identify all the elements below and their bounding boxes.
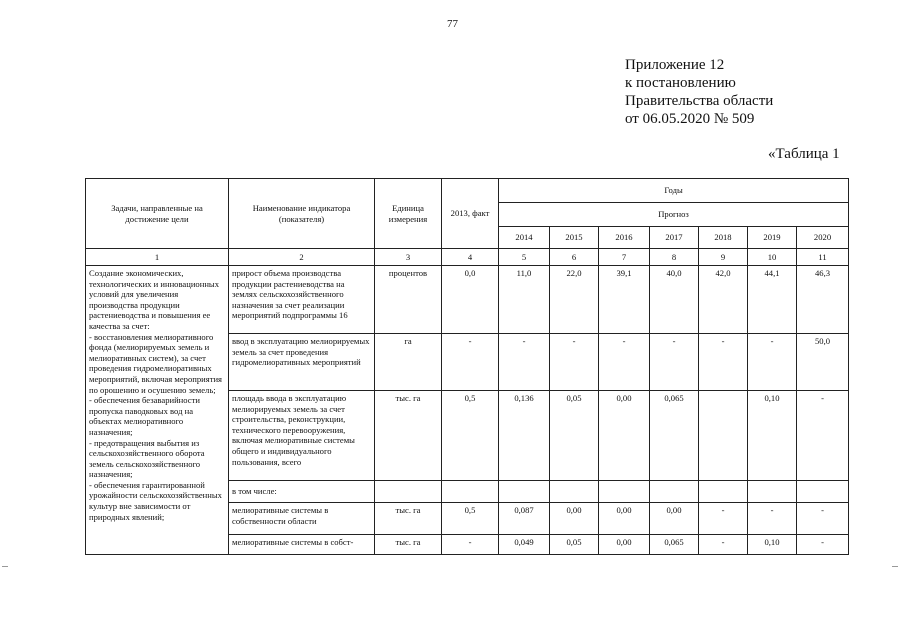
value-cell: 0,00 [550,503,599,535]
value-cell: 0,10 [748,391,797,481]
value-cell [550,481,599,503]
value-cell [499,481,550,503]
appendix-line-3: Правительства области [625,93,774,109]
column-number: 8 [650,249,699,266]
header-forecast: Прогноз [499,203,849,227]
unit-cell: тыс. га [375,535,442,555]
value-cell: 39,1 [599,266,650,334]
value-cell: - [797,391,849,481]
indicator-cell: мелиоративные системы в собственности области [229,503,375,535]
value-cell: 44,1 [748,266,797,334]
value-cell: - [797,503,849,535]
unit-cell [375,481,442,503]
year-cell: 2016 [599,227,650,249]
value-cell: - [599,334,650,391]
value-cell: 0,136 [499,391,550,481]
year-cell: 2020 [797,227,849,249]
appendix-block [625,56,773,128]
header-years: Годы [499,179,849,203]
indicator-table [85,178,849,555]
column-number: 2 [229,249,375,266]
value-cell [442,481,499,503]
unit-cell: тыс. га [375,503,442,535]
year-cell: 2019 [748,227,797,249]
value-cell: - [748,503,797,535]
value-cell: - [550,334,599,391]
unit-cell: га [375,334,442,391]
value-cell: - [499,334,550,391]
year-cell: 2014 [499,227,550,249]
value-cell [797,481,849,503]
value-cell: - [442,334,499,391]
scan-mark [2,566,8,567]
value-cell [699,481,748,503]
value-cell: 40,0 [650,266,699,334]
value-cell: 46,3 [797,266,849,334]
year-cell: 2017 [650,227,699,249]
value-cell: - [699,535,748,555]
value-cell: 0,5 [442,503,499,535]
appendix-line-1: Приложение 12 [625,57,725,73]
column-number: 6 [550,249,599,266]
value-cell: 0,00 [599,535,650,555]
value-cell: 11,0 [499,266,550,334]
value-cell: - [748,334,797,391]
value-cell: 0,00 [599,503,650,535]
table-row [86,266,849,334]
value-cell [699,391,748,481]
indicator-cell: в том числе: [229,481,375,503]
value-cell: 0,049 [499,535,550,555]
indicator-cell: ввод в эксплуатацию мелиорируемых земель за счет проведения гидромелиоративных мероприятий [229,334,375,391]
year-cell: 2015 [550,227,599,249]
column-number: 4 [442,249,499,266]
header-unit: Единица измерения [375,179,442,249]
value-cell: - [797,535,849,555]
header-tasks: Задачи, направленные на достижение цели [86,179,229,249]
value-cell [599,481,650,503]
value-cell [748,481,797,503]
table-title: «Таблица 1 [768,146,840,162]
value-cell: - [442,535,499,555]
value-cell: 22,0 [550,266,599,334]
value-cell [650,481,699,503]
value-cell: 42,0 [699,266,748,334]
value-cell: 0,10 [748,535,797,555]
appendix-line-2: к постановлению [625,75,736,91]
appendix-line-4: от 06.05.2020 № 509 [625,111,755,127]
value-cell: - [699,334,748,391]
unit-cell: процентов [375,266,442,334]
indicator-cell: прирост объема производства продукции растениеводства на землях сельскохозяйственного назначения за счет реализации мероприятий подпрограммы 16 [229,266,375,334]
value-cell: 0,05 [550,391,599,481]
column-number: 11 [797,249,849,266]
page-number: 77 [447,18,458,30]
value-cell: 0,065 [650,535,699,555]
column-number: 9 [699,249,748,266]
value-cell: 0,0 [442,266,499,334]
indicator-cell: площадь ввода в эксплуатацию мелиорируемых земель за счет строительства, реконструкции, технического перевооружения, включая мелиоративные системы общего и индивидуального пользования, всего [229,391,375,481]
column-number: 10 [748,249,797,266]
value-cell: 0,00 [599,391,650,481]
header-indicator: Наименование индикатора (показателя) [229,179,375,249]
value-cell: 0,5 [442,391,499,481]
task-cell: Создание экономических, технологических и инновационных условий для увеличения производства продукции растениеводства и повышения ее качества за счет: - восстановления мелиоративного фонда (мелиорируемых земель и мелиоративных систем), за счет проведения гидромелиоративных мероприятий, включая мероприятия по орошению и осушению земель; - обеспечения безаварийности пропуска паводковых вод на объектах мелиоративного назначения; - предотвращения выбытия из сельскохозяйственного оборота земель сельскохозяйственного назначения; - обеспечения гарантированной урожайности сельскохозяйственных культур вне зависимости от природных явлений; [86,266,229,555]
value-cell: - [650,334,699,391]
header-fact-2013: 2013, факт [442,179,499,249]
column-number-row [86,249,849,266]
scan-mark [892,566,898,567]
unit-cell: тыс. га [375,391,442,481]
value-cell: 0,05 [550,535,599,555]
value-cell: 0,087 [499,503,550,535]
value-cell: - [699,503,748,535]
column-number: 1 [86,249,229,266]
indicator-cell: мелиоративные системы в собст- [229,535,375,555]
value-cell: 50,0 [797,334,849,391]
column-number: 7 [599,249,650,266]
column-number: 5 [499,249,550,266]
year-cell: 2018 [699,227,748,249]
column-number: 3 [375,249,442,266]
value-cell: 0,065 [650,391,699,481]
value-cell: 0,00 [650,503,699,535]
